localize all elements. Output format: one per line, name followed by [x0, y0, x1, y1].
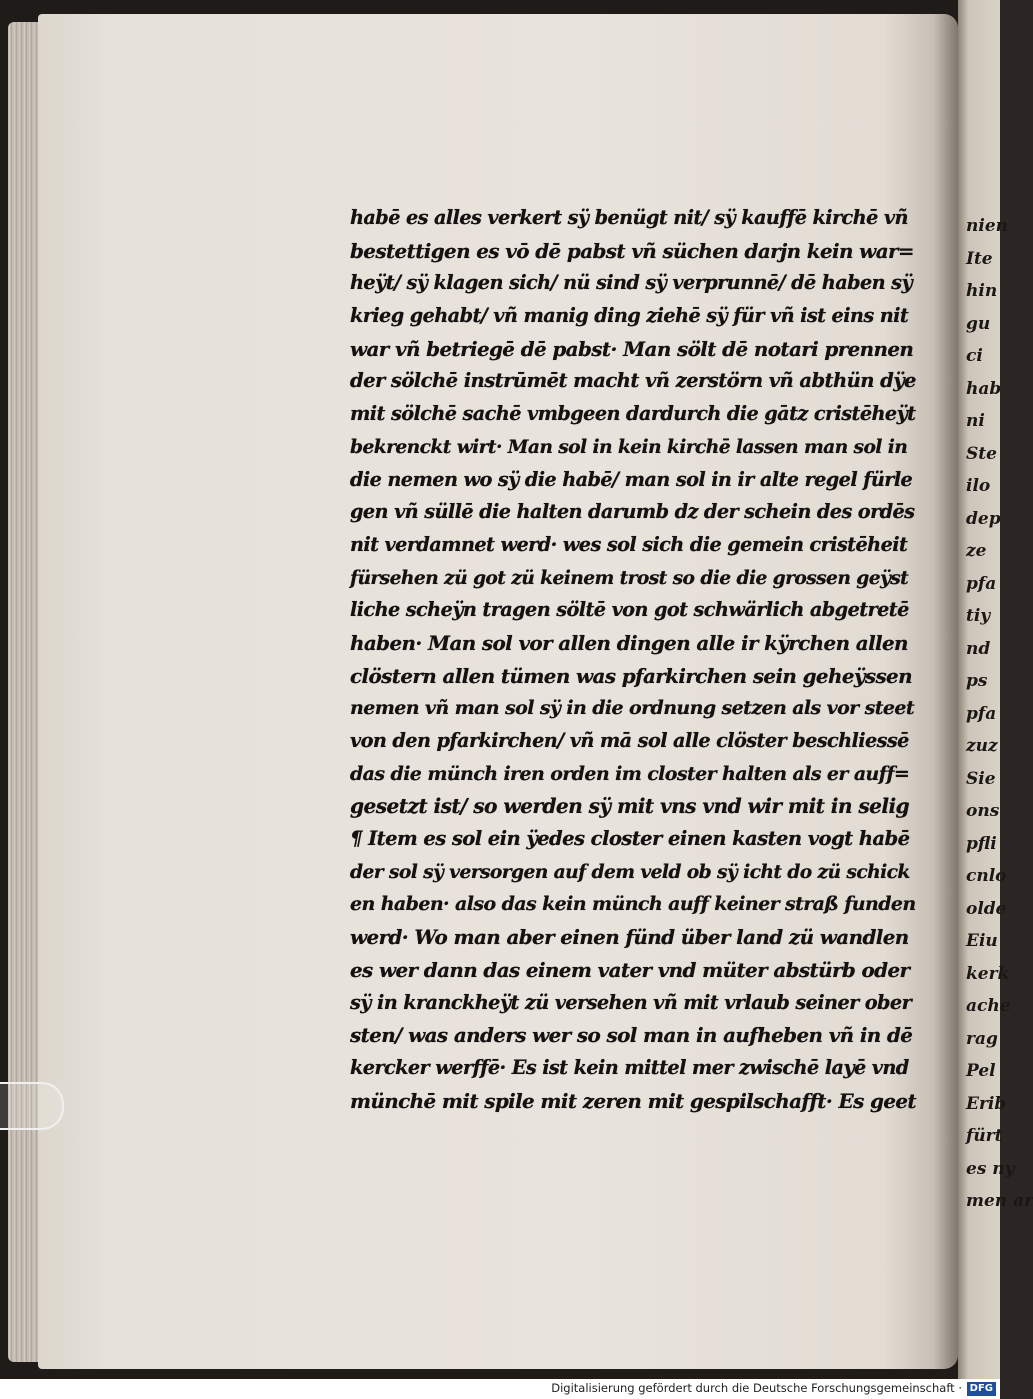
facing-text-line: Ite: [966, 248, 993, 269]
facing-text-line: rag: [966, 1028, 998, 1049]
text-line: der sol sÿ versorgen auf dem veld ob sÿ icht do zü schick: [350, 860, 910, 883]
spine-shadow: [934, 14, 958, 1369]
facing-text-line: pfa: [966, 703, 997, 724]
facing-text-line: cnlo: [966, 866, 1007, 886]
text-line: gen vñ süllē die halten darumb dz der schein des ordēs: [350, 500, 915, 524]
footer-bar: [0, 1379, 1000, 1399]
facing-text-line: ze: [966, 541, 987, 561]
facing-text-line: hin: [966, 281, 998, 301]
text-line: der sölchē instrūmēt macht vñ zerstörn vñ abthün dÿe: [350, 369, 916, 393]
text-line: gesetzt ist/ so werden sÿ mit vns vnd wir mit in selig: [350, 794, 910, 819]
text-line: en haben· also das kein münch auff keiner straß funden: [350, 893, 916, 916]
text-line: sten/ was anders wer so sol man in aufheben vñ in dē: [350, 1023, 913, 1048]
text-line: das die münch iren orden im closter halten als er auff=: [350, 762, 910, 785]
facing-text-line: ci: [966, 346, 983, 366]
text-line: fürsehen zü got zü keinem trost so die die grossen geÿst: [350, 566, 909, 589]
facing-text-line: hab: [966, 378, 1002, 399]
facing-text-line: gu: [966, 313, 991, 334]
text-line: werd· Wo man aber einen fünd über land zü wandlen: [350, 925, 909, 950]
text-line: clöstern allen tümen was pfarkirchen sein geheÿssen: [350, 663, 912, 688]
facing-text-line: men ar: [966, 1191, 1033, 1211]
text-line: liche scheÿn tragen söltē von got schwärlich abgetretē: [350, 598, 909, 622]
text-line: bekrenckt wirt· Man sol in kein kirchē lassen man sol in: [350, 435, 908, 458]
facing-text-line: ons: [966, 801, 1000, 821]
facing-text-line: Pel: [966, 1061, 996, 1081]
text-line: habē es alles verkert sÿ benügt nit/ sÿ kauffē kirchē vñ: [350, 206, 908, 229]
facing-text-line: kerk: [966, 963, 1010, 984]
facing-text-line: pfli: [966, 833, 997, 854]
funding-credit: Digitalisierung gefördert durch die Deutsche Forschungsgemeinschaft ·: [551, 1381, 962, 1395]
facing-text-line: Sie: [966, 768, 996, 789]
book-page: [38, 14, 958, 1369]
text-line: sÿ in kranckheÿt zü versehen vñ mit vrlaub seiner ober: [350, 990, 912, 1014]
facing-page-text: [966, 210, 1033, 1218]
facing-text-line: nd: [966, 638, 991, 659]
dfg-logo: DFG: [967, 1382, 996, 1396]
text-line: mit sölchē sachē vmbgeen dardurch die gātz cristēheÿt: [350, 402, 916, 426]
text-line: haben· Man sol vor allen dingen alle ir kÿrchen allen: [350, 630, 908, 655]
facing-text-line: ni: [966, 411, 985, 431]
facing-page-edge: [958, 0, 1033, 1380]
text-line: münchē mit spile mit zeren mit gespilschafft· Es geet: [350, 1088, 917, 1113]
text-line: ¶ Item es sol ein ÿedes closter einen kasten vogt habē: [350, 827, 910, 851]
facing-text-line: fürt: [966, 1126, 1003, 1146]
facing-text-line: tiy: [966, 606, 991, 626]
facing-text-line: olde: [966, 898, 1007, 919]
facing-text-line: ilo: [966, 476, 991, 496]
text-line: die nemen wo sÿ die habē/ man sol in ir alte regel fürle: [350, 467, 913, 491]
text-line: war vñ betriegē dē pabst· Man sölt dē notari prennen: [350, 336, 914, 361]
facing-text-line: nien: [966, 216, 1008, 236]
facing-text-line: ps: [966, 671, 988, 691]
facing-text-line: zuz: [966, 736, 998, 756]
text-line: von den pfarkirchen/ vñ mā sol alle clöster beschliessē: [350, 729, 909, 752]
text-line: es wer dann das einem vater vnd müter abstürb oder: [350, 957, 910, 982]
text-line: heÿt/ sÿ klagen sich/ nü sind sÿ verprunnē/ dē haben sÿ: [350, 271, 913, 295]
facing-text-line: Erib: [966, 1093, 1007, 1114]
text-line: nemen vñ man sol sÿ in die ordnung setzen als vor steet: [350, 697, 915, 720]
text-line: bestettigen es vō dē pabst vñ süchen darjn kein war=: [350, 238, 914, 263]
facing-text-line: es ny: [966, 1158, 1015, 1179]
text-line: krieg gehabt/ vñ manig ding ziehē sÿ für vñ ist eins nit: [350, 304, 909, 328]
facing-text-line: Eiu: [966, 931, 998, 951]
page-clip: [0, 1082, 64, 1130]
facing-text-line: Ste: [966, 443, 997, 464]
facing-text-line: ache: [966, 996, 1011, 1016]
facing-text-line: dep: [966, 508, 1001, 529]
blackletter-text-block: [350, 202, 916, 1117]
text-line: nit verdamnet werd· wes sol sich die gemein cristēheit: [350, 532, 908, 556]
facing-text-line: pfa: [966, 573, 997, 594]
text-line: kercker werffē· Es ist kein mittel mer zwischē layē vnd: [350, 1055, 909, 1079]
